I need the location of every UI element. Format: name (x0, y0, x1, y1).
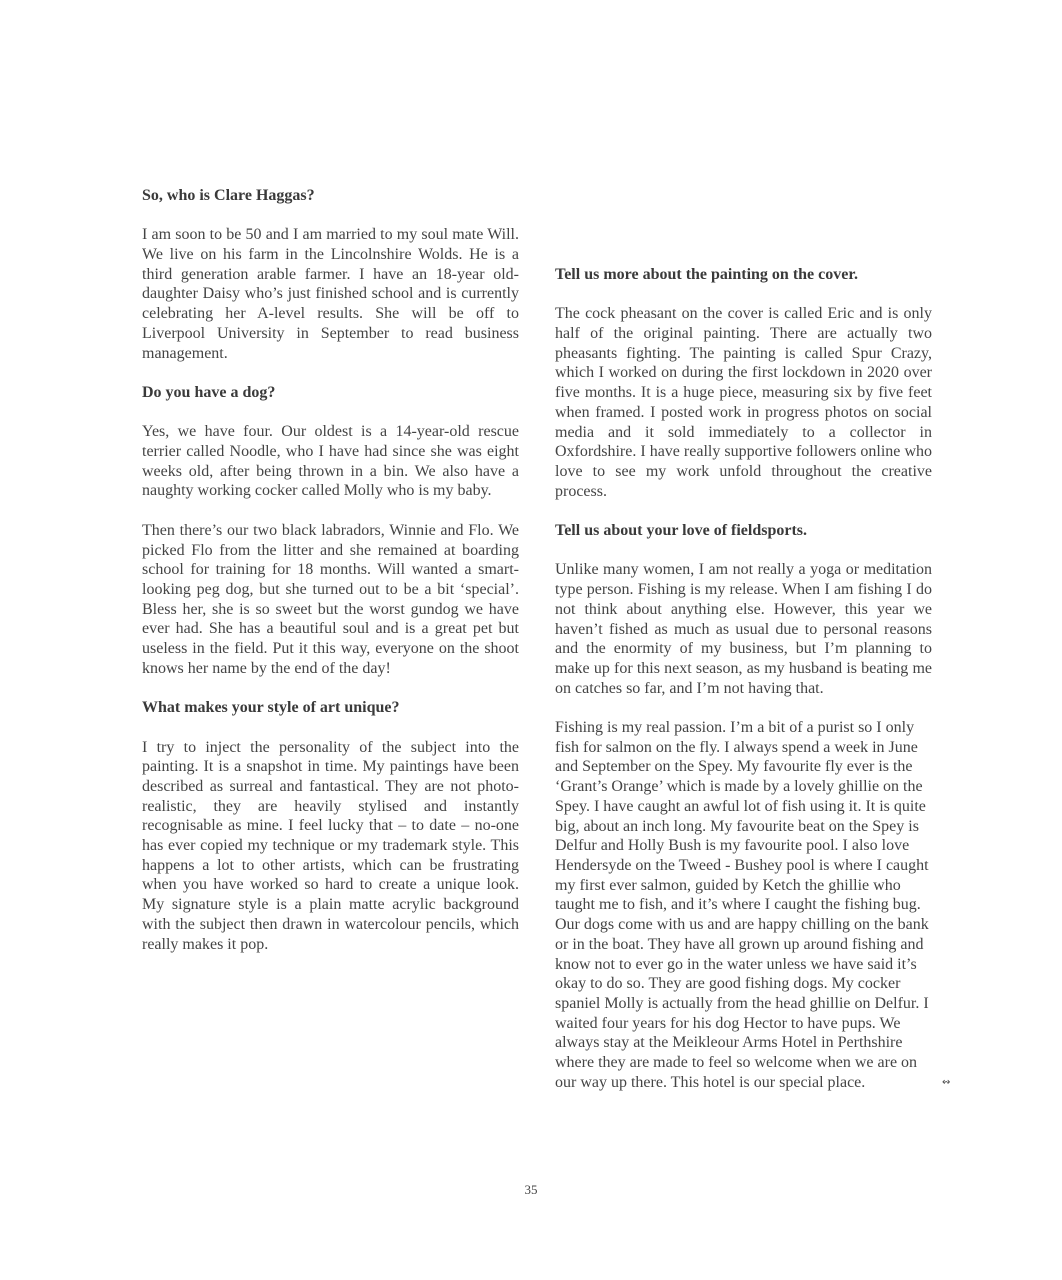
page-number: 35 (524, 1182, 538, 1197)
left-column (142, 186, 519, 974)
paragraph-dogs: Yes, we have four. Our oldest is a 14-year-old rescue terrier called Noodle, who I have had since she was eight weeks old, after being thrown in a bin. We also have a naughty working cocker called Molly who is my baby. (142, 423, 519, 500)
paragraph-art-style: I try to inject the personality of the subject into the painting. It is a snapshot in time. My paintings have been described as surreal and fantastical. They are not photo-realistic, they are heavily stylised and instantly recognisable as mine. I feel lucky that – to date – no-one has ever copied my technique or my trademark style. This happens a lot to other artists, which can be frustrating when you have worked so hard to create a unique look. My signature style is a plain matte acrylic background with the subject then drawn in watercolour pencils, which really makes it pop. (142, 738, 519, 953)
paragraph-intro: I am soon to be 50 and I am married to my soul mate Will. We live on his farm in the Lincolnshire Wolds. He is a third generation arable farmer. I have an 18-year old-daughter Daisy who’s just finished school and is currently celebrating her A-level results. She will be off to Liverpool University in September to read business management. (142, 226, 519, 362)
paragraph-fishing-release: Unlike many women, I am not really a yoga or meditation type person. Fishing is my release. When I am fishing I do not think about anything else. However, this year we haven’t fished as much as usual due to personal reasons and the enormity of my business, but I’m planning to make up for this next season, as my husband is beating me on catches so far, and I’m not having that. (555, 561, 932, 697)
paragraph-fishing-passion: Fishing is my real passion. I’m a bit of a purist so I only fish for salmon on the fly. I always spend a week in June and September on the Spey. My favourite fly ever is the ‘Grant’s Orange’ which is made by a lovely ghillie on the Spey. I have caught an awful lot of fish using it. It is quite big, about an inch long. My favourite beat on the Spey is Delfur and Holly Bush is my favourite pool. I also love Hendersyde on the Tweed - Bushey pool is where I caught my first ever salmon, guided by Ketch the ghillie who taught me to fish, and it’s where I caught the fishing bug. Our dogs come with us and are happy chilling on the bank or in the boat. They have all grown up around fishing and know not to ever go in the water unless we have said it’s okay to do so. They are good fishing dogs. My cocker spaniel Molly is actually from the head ghillie on Delfur. I waited four years for his dog Hector to have pups. We always stay at the Meikleour Arms Hotel in Perthshire where they are made to feel so welcome when we are on our way up there. This hotel is our special place. (555, 719, 929, 1091)
section-heading-who-is-clare: So, who is Clare Haggas? (142, 187, 315, 204)
section-heading-fieldsports: Tell us about your love of fieldsports. (555, 522, 808, 540)
section-heading-cover-painting: Tell us more about the painting on the cover. (555, 266, 858, 283)
section-heading-art-style: What makes your style of art unique? (142, 699, 400, 717)
article-end-icon: ↭ (942, 1077, 951, 1088)
paragraph-cover-painting: The cock pheasant on the cover is called Eric and is only half of the original painting. There are actually two pheasants fighting. The painting is called Spur Crazy, which I worked on during the first lockdown in 2020 over five months. It is a huge piece, measuring six by five feet when framed. I posted work in progress photos on social media and it sold immediately to a collector in Oxfordshire. I have really supportive followers online who love to see my work unfold throughout the creative process. (555, 305, 932, 500)
section-heading-dog: Do you have a dog? (142, 383, 276, 401)
right-column (555, 265, 932, 1112)
paragraph-labradors: Then there’s our two black labradors, Winnie and Flo. We picked Flo from the litter and she remained at boarding school for training for 18 months. Will wanted a smart-looking peg dog, but she turned out to be a bit ‘special’. Bless her, she is so sweet but the worst gundog we have ever had. She has a beautiful soul and is a great pet but useless in the field. Put it this way, everyone on the shoot knows her name by the end of the day! (142, 521, 519, 677)
